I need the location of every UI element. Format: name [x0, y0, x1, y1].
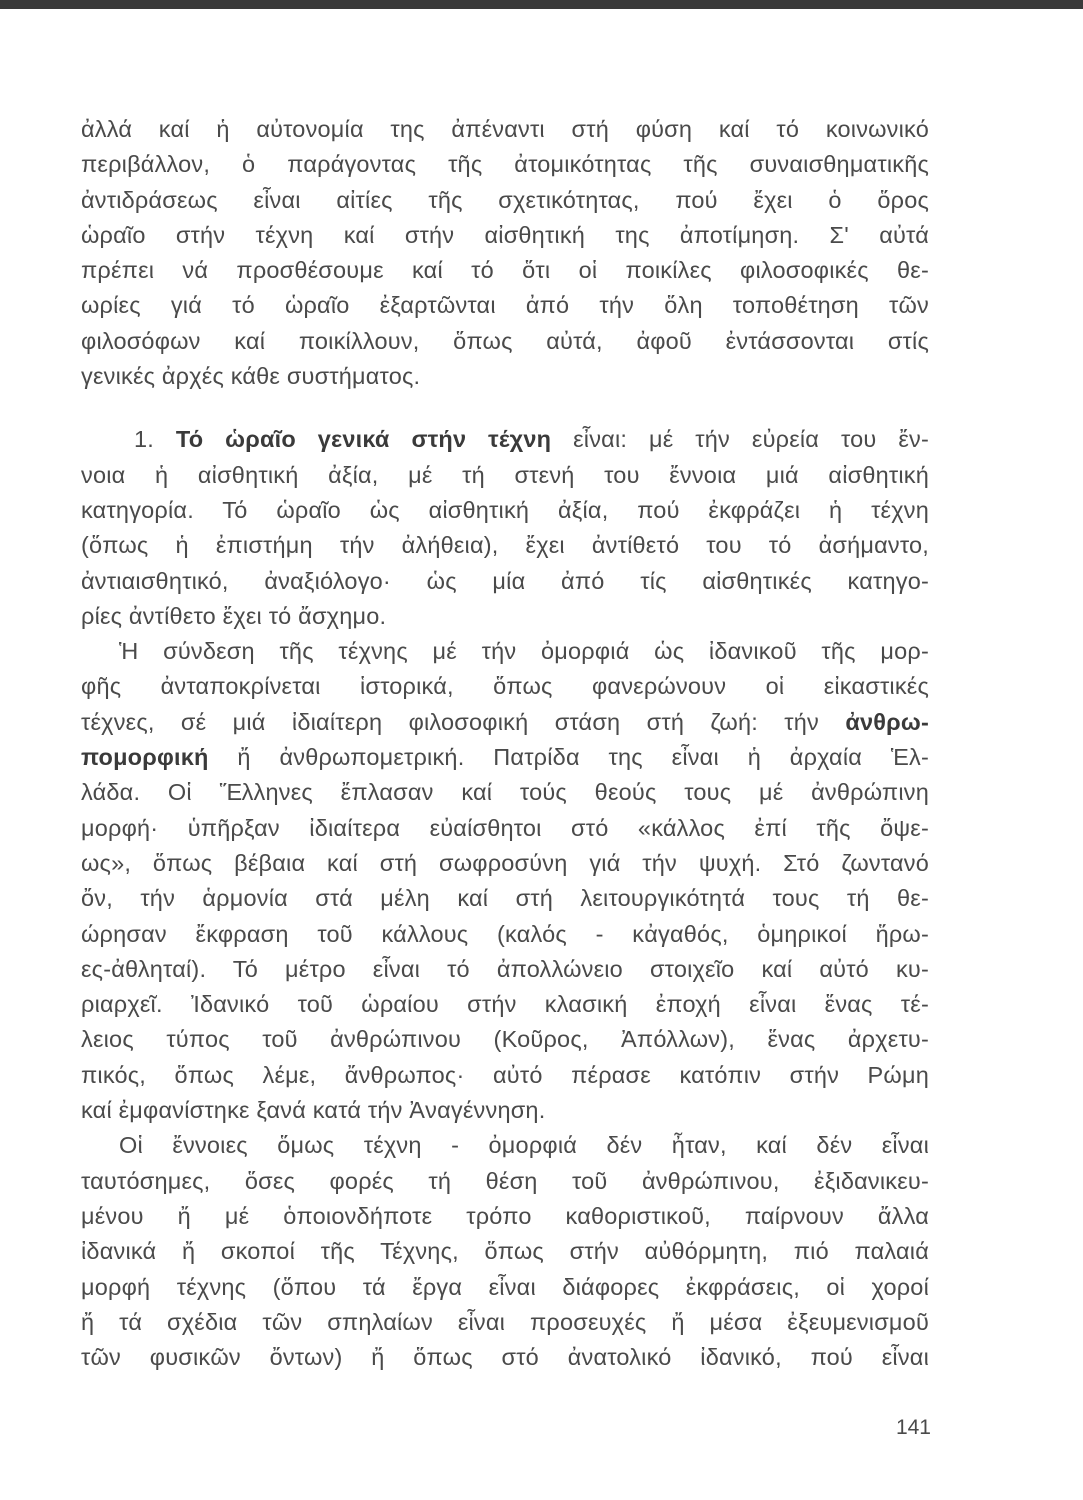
- text-line: λειος τύπος τοῦ ἀνθρώπινου (Κοῦρος, Ἀπόλλων), ἕνας ἀρχετυ-: [81, 1026, 929, 1053]
- text-line: πρέπει νά προσθέσουμε καί τό ὅτι οἱ ποικίλες φιλοσοφικές θε-: [81, 257, 929, 284]
- text-line: λάδα. Οἱ Ἕλληνες ἔπλασαν καί τούς θεούς τους μέ ἀνθρώπινη: [81, 779, 929, 806]
- text-line: μένου ἤ μέ ὁποιονδήποτε τρόπο καθοριστικοῦ, παίρνουν ἄλλα: [81, 1202, 929, 1229]
- text-line: καί ἐμφανίστηκε ξανά κατά τήν Ἀναγέννηση.: [81, 1097, 546, 1124]
- text-line: Οἱ ἔννοιες ὅμως τέχνη - ὀμορφιά δέν ἦταν, καί δέν εἶναι: [119, 1132, 929, 1159]
- section-heading-line: [81, 422, 929, 457]
- text-line: ες-ἀθληταί). Τό μέτρο εἶναι τό ἀπολλώνειο στοιχεῖο καί αὐτό κυ-: [81, 955, 929, 982]
- section-heading: Τό ὡραῖο γενικά στήν τέχνη: [175, 426, 552, 453]
- text-line: ἤ τά σχέδια τῶν σπηλαίων εἶναι προσευχές ἤ μέσα ἐξευμενισμοῦ: [81, 1308, 929, 1335]
- text-line: κατηγορία. Τό ὡραῖο ὡς αἰσθητική ἀξία, πού ἐκφράζει ἡ τέχνη: [81, 496, 929, 523]
- text-line: ριαρχεῖ. Ἰδανικό τοῦ ὡραίου στήν κλασική ἐποχή εἶναι ἕνας τέ-: [81, 991, 929, 1018]
- bold-term: πομορφική: [81, 744, 209, 771]
- section-1: [81, 422, 929, 634]
- text-line: ἰδανικά ἤ σκοποί τῆς Τέχνης, ὅπως στήν αὐθόρμητη, πιό παλαιά: [81, 1238, 929, 1265]
- text-line: Ἡ σύνδεση τῆς τέχνης μέ τήν ὀμορφιά ὡς ἰδανικοῦ τῆς μορ-: [119, 638, 929, 665]
- text-line: (ὅπως ἡ ἐπιστήμη τήν ἀλήθεια), ἔχει ἀντίθετό του τό ἀσήμαντο,: [81, 532, 929, 559]
- text-line: νοια ἡ αἰσθητική ἀξία, μέ τή στενή του ἔννοια μιά αἰσθητική: [81, 461, 929, 488]
- paragraph-1: [81, 112, 929, 394]
- text-line: ως», ὅπως βέβαια καί στή σωφροσύνη γιά τήν ψυχή. Στό ζωντανό: [81, 849, 929, 876]
- paragraph-3: [81, 634, 929, 1128]
- text-line: φῆς ἀνταποκρίνεται ἱστορικά, ὅπως φανερώνουν οἱ εἰκαστικές: [81, 673, 929, 700]
- paragraph-4: [81, 1128, 929, 1375]
- text-line: ώρησαν ἔκφραση τοῦ κάλλους (καλός - κἀγαθός, ὁμηρικοί ἥρω-: [81, 920, 929, 947]
- bold-term: ἀνθρω-: [845, 708, 929, 735]
- text-fragment: τέχνες, σέ μιά ἰδιαίτερη φιλοσοφική στάση στή ζωή: τήν: [81, 708, 820, 735]
- text-line: [81, 705, 929, 740]
- text-line: γενικές ἀρχές κάθε συστήματος.: [81, 363, 421, 390]
- text-line: μορφή· ὑπῆρξαν ἰδιαίτερα εὐαίσθητοι στό «κάλλος ἐπί τῆς ὄψε-: [81, 814, 929, 841]
- text-line: ἀντιαισθητικό, ἀναξιόλογο· ὡς μία ἀπό τίς αἰσθητικές κατηγο-: [81, 567, 929, 594]
- text-line: μορφή τέχνης (ὅπου τά ἔργα εἶναι διάφορες ἐκφράσεις, οἱ χοροί: [81, 1273, 929, 1300]
- text-line: φιλοσόφων καί ποικίλλουν, ὅπως αὐτά, ἀφοῦ ἐντάσσονται στίς: [81, 327, 929, 354]
- text-fragment: ἤ ἀνθρωπομετρική. Πατρίδα της εἶναι ἡ ἀρχαία Ἑλ-: [237, 744, 929, 771]
- text-line: τῶν φυσικῶν ὄντων) ἤ ὅπως στό ἀνατολικό ἰδανικό, πού εἶναι: [81, 1344, 929, 1371]
- text-line: ὡραῖο στήν τέχνη καί στήν αἰσθητική της ἀποτίμηση. Σ' αὐτά: [81, 221, 929, 248]
- text-line: ἀλλά καί ἡ αὐτονομία της ἀπέναντι στή φύση καί τό κοινωνικό: [81, 116, 929, 142]
- text-line: περιβάλλον, ὁ παράγοντας τῆς ἀτομικότητας τῆς συναισθηματικῆς: [81, 151, 929, 178]
- page-number: 141: [895, 1416, 931, 1439]
- text-fragment: εἶναι: μέ τήν εὐρεία του ἔν-: [573, 426, 929, 453]
- section-number: 1.: [134, 426, 154, 453]
- page-top-border: [0, 0, 1083, 9]
- text-line: πικός, ὅπως λέμε, ἄνθρωπος· αὐτό πέρασε κατόπιν στήν Ρώμη: [81, 1061, 929, 1088]
- text-line: ἀντιδράσεως εἶναι αἰτίες τῆς σχετικότητας, πού ἔχει ὁ ὅρος: [81, 186, 929, 213]
- text-line: ταυτόσημες, ὅσες φορές τή θέση τοῦ ἀνθρώπινου, ἐξιδανικευ-: [81, 1167, 929, 1194]
- page-body: [81, 112, 929, 1375]
- text-line: ὄν, τήν ἁρμονία στά μέλη καί στή λειτουργικότητά τους τή θε-: [81, 885, 929, 912]
- text-line: [81, 740, 929, 775]
- text-line: ρίες ἀντίθετο ἔχει τό ἄσχημο.: [81, 602, 387, 629]
- text-line: ωρίες γιά τό ὡραῖο ἐξαρτῶνται ἀπό τήν ὅλη τοποθέτηση τῶν: [81, 292, 929, 319]
